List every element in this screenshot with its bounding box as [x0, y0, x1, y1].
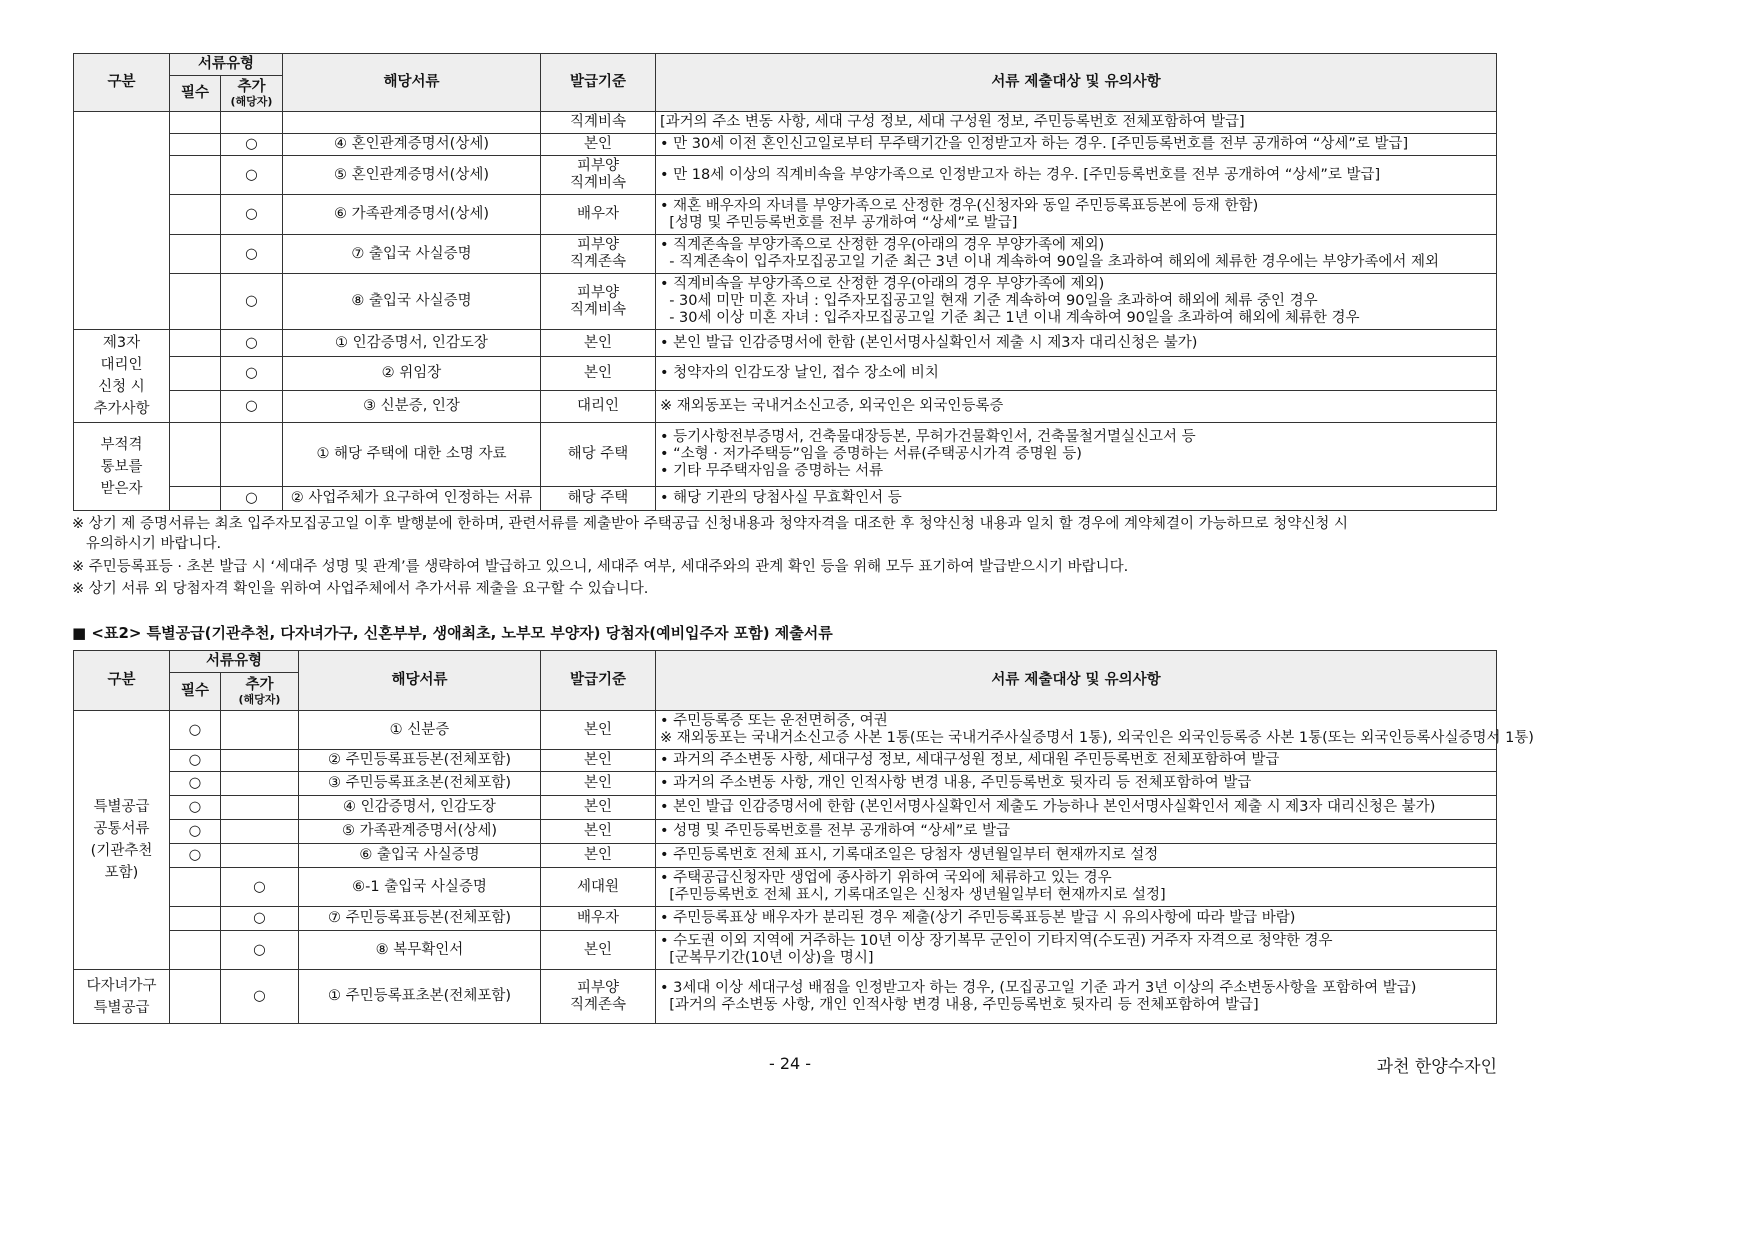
note-line: • 기타 무주택자임을 증명하는 서류	[660, 463, 884, 479]
notes-cell	[656, 931, 1497, 970]
additional-mark: ○	[221, 931, 299, 970]
issue-basis: 대리인	[541, 391, 656, 423]
header-basis: 발급기준	[541, 54, 656, 112]
document-name: ① 주민등록표초본(전체포함)	[299, 970, 541, 1024]
notes-cell	[656, 235, 1497, 274]
notes-cell	[656, 134, 1497, 156]
table-row	[74, 820, 1497, 844]
required-mark	[170, 423, 221, 487]
additional-mark	[221, 772, 299, 796]
table-row	[74, 907, 1497, 931]
notes-cell	[656, 195, 1497, 235]
note-line: • 과거의 주소변동 사항, 세대구성 정보, 세대구성원 정보, 세대원 주민등록번호 전체포함하여 발급	[660, 752, 1280, 768]
category-cell-ineligible: 부적격 통보를 받은자	[74, 423, 170, 511]
issue-basis: 본인	[541, 844, 656, 868]
additional-mark: ○	[221, 970, 299, 1024]
issue-basis: 배우자	[541, 907, 656, 931]
issue-basis: 피부양 직계존속	[541, 970, 656, 1024]
required-mark: ○	[170, 796, 221, 820]
table-row	[74, 274, 1497, 330]
issue-basis: 본인	[541, 134, 656, 156]
additional-mark: ○	[221, 156, 283, 195]
header-required: 필수	[170, 76, 221, 112]
note-line: - 직계존속이 입주자모집공고일 기준 최근 3년 이내 계속하여 90일을 초과하여 해외에 체류한 경우에는 부양가족에서 제외	[660, 254, 1439, 270]
issue-basis: 본인	[541, 772, 656, 796]
document-name: ⑥ 출입국 사실증명	[299, 844, 541, 868]
document-name: ③ 주민등록표초본(전체포함)	[299, 772, 541, 796]
header-document: 해당서류	[299, 651, 541, 711]
notes-cell	[656, 772, 1497, 796]
table-row	[74, 156, 1497, 195]
notes-cell	[656, 868, 1497, 907]
note-line: ※ 재외동포는 국내거소신고증 사본 1통(또는 국내거주사실증명서 1통), 외국인은 외국인등록증 사본 1통(또는 외국인등록사실증명서 1통)	[660, 730, 1534, 746]
note-line: • 수도권 이외 지역에 거주하는 10년 이상 장기복무 군인이 기타지역(수도권) 거주자 자격으로 청약한 경우	[660, 933, 1333, 949]
table-row	[74, 134, 1497, 156]
required-mark	[170, 907, 221, 931]
note-line: • 주민등록표상 배우자가 분리된 경우 제출(상기 주민등록표등본 발급 시 유의사항에 따라 발급 바람)	[660, 910, 1296, 926]
header-notes: 서류 제출대상 및 유의사항	[656, 651, 1497, 711]
additional-mark: ○	[221, 868, 299, 907]
additional-mark: ○	[221, 195, 283, 235]
required-mark	[170, 868, 221, 907]
additional-mark: ○	[221, 134, 283, 156]
table-2	[73, 650, 1534, 1024]
document-name: ③ 신분증, 인장	[283, 391, 541, 423]
table-row	[74, 112, 1497, 134]
issue-basis: 피부양 직계존속	[541, 235, 656, 274]
document-name: ① 신분증	[299, 711, 541, 750]
required-mark	[170, 112, 221, 134]
notes-cell	[656, 391, 1497, 423]
required-mark	[170, 235, 221, 274]
issue-basis: 피부양 직계비속	[541, 274, 656, 330]
footnote-2: ※ 주민등록표등 · 초본 발급 시 ‘세대주 성명 및 관계’를 생략하여 발급하고 있으니, 세대주 여부, 세대주와의 관계 확인 등을 위해 모두 표기하여 발급받으시기 바랍니다.	[72, 559, 1129, 575]
header-document: 해당서류	[283, 54, 541, 112]
required-mark	[170, 195, 221, 235]
notes-cell	[656, 844, 1497, 868]
issue-basis: 본인	[541, 820, 656, 844]
note-line: • “소형 · 저가주택등”임을 증명하는 서류(주택공시가격 증명원 등)	[660, 446, 1082, 462]
note-line: [과거의 주소 변동 사항, 세대 구성 정보, 세대 구성원 정보, 주민등록번호 전체포함하여 발급]	[660, 114, 1245, 130]
note-line: • 청약자의 인감도장 날인, 접수 장소에 비치	[660, 365, 939, 382]
additional-mark	[221, 112, 283, 134]
issue-basis: 해당 주택	[541, 487, 656, 511]
header-basis: 발급기준	[541, 651, 656, 711]
footnote-3: ※ 상기 서류 외 당첨자격 확인을 위하여 사업주체에서 추가서류 제출을 요구할 수 있습니다.	[72, 581, 649, 597]
category-cell-proxy: 제3자 대리인 신청 시 추가사항	[74, 330, 170, 423]
header-doc-type: 서류유형	[170, 651, 299, 673]
issue-basis: 피부양 직계비속	[541, 156, 656, 195]
page-number: - 24 -	[768, 1054, 812, 1073]
required-mark	[170, 970, 221, 1024]
table-row	[74, 357, 1497, 391]
table-row	[74, 391, 1497, 423]
table-row	[74, 487, 1497, 511]
document-name: ⑥-1 출입국 사실증명	[299, 868, 541, 907]
table-row	[74, 868, 1497, 907]
document-name: ② 사업주체가 요구하여 인정하는 서류	[283, 487, 541, 511]
note-line: • 직계비속을 부양가족으로 산정한 경우(아래의 경우 부양가족에 제외)	[660, 276, 1105, 292]
table-row	[74, 423, 1497, 487]
table-1-body	[74, 112, 1497, 511]
required-mark	[170, 330, 221, 357]
note-line: - 30세 미만 미혼 자녀 : 입주자모집공고일 현재 기준 계속하여 90일을 초과하여 해외에 체류 중인 경우	[660, 293, 1318, 309]
notes-cell	[656, 820, 1497, 844]
header-additional-label: 추가	[237, 79, 266, 95]
document-name: ⑧ 출입국 사실증명	[283, 274, 541, 330]
note-line: [군복무기간(10년 이상)을 명시]	[660, 950, 874, 966]
note-line: • 재혼 배우자의 자녀를 부양가족으로 산정한 경우(신청자와 동일 주민등록표등본에 등재 한함)	[660, 197, 1259, 214]
note-line: • 과거의 주소변동 사항, 개인 인적사항 변경 내용, 주민등록번호 뒷자리 등 전체포함하여 발급	[660, 775, 1252, 791]
footnote-1: ※ 상기 제 증명서류는 최초 입주자모집공고일 이후 발행분에 한하며, 관련서류를 제출받아 주택공급 신청내용과 청약자격을 대조한 후 청약신청 내용과 일치 할 경우에 계약체결이 가능하므로 청약신청 시	[72, 516, 1348, 532]
table-row	[74, 796, 1497, 820]
notes-cell	[656, 330, 1497, 357]
required-mark: ○	[170, 750, 221, 772]
table-row	[74, 844, 1497, 868]
note-line: • 만 18세 이상의 직계비속을 부양가족으로 인정받고자 하는 경우. [주민등록번호를 전부 공개하여 “상세”로 발급]	[660, 166, 1381, 183]
table-1	[73, 53, 1497, 511]
issue-basis: 본인	[541, 796, 656, 820]
header-additional	[221, 76, 283, 112]
document-name: ⑧ 복무확인서	[299, 931, 541, 970]
issue-basis: 배우자	[541, 195, 656, 235]
header-notes: 서류 제출대상 및 유의사항	[656, 54, 1497, 112]
additional-mark	[221, 844, 299, 868]
header-required: 필수	[170, 673, 221, 711]
required-mark	[170, 274, 221, 330]
notes-cell	[656, 711, 1534, 750]
document-name: ⑥ 가족관계증명서(상세)	[283, 195, 541, 235]
document-name: ② 주민등록표등본(전체포함)	[299, 750, 541, 772]
category-cell-multichild: 다자녀가구 특별공급	[74, 970, 170, 1024]
note-line: • 본인 발급 인감증명서에 한함 (본인서명사실확인서 제출 시 제3자 대리신청은 불가)	[660, 334, 1198, 351]
additional-mark: ○	[221, 487, 283, 511]
document-name: ① 인감증명서, 인감도장	[283, 330, 541, 357]
document-name: ④ 인감증명서, 인감도장	[299, 796, 541, 820]
notes-cell	[656, 357, 1497, 391]
note-line: • 등기사항전부증명서, 건축물대장등본, 무허가건물확인서, 건축물철거멸실신고서 등	[660, 429, 1196, 445]
required-mark: ○	[170, 711, 221, 750]
header-additional-sub: (해당자)	[238, 693, 281, 706]
header-category: 구분	[74, 54, 170, 112]
header-additional-sub: (해당자)	[230, 95, 273, 108]
issue-basis: 본인	[541, 357, 656, 391]
notes-cell	[656, 970, 1497, 1024]
note-line: • 주택공급신청자만 생업에 종사하기 위하여 국외에 체류하고 있는 경우	[660, 870, 1112, 886]
issue-basis: 본인	[541, 330, 656, 357]
note-line: • 성명 및 주민등록번호를 전부 공개하여 “상세”로 발급	[660, 823, 1010, 839]
note-line: • 주민등록증 또는 운전면허증, 여권	[660, 713, 888, 729]
note-line: [성명 및 주민등록번호를 전부 공개하여 “상세”로 발급]	[660, 214, 1018, 231]
required-mark: ○	[170, 820, 221, 844]
table-row	[74, 195, 1497, 235]
required-mark: ○	[170, 772, 221, 796]
category-cell-continued	[74, 112, 170, 330]
note-line: • 본인 발급 인감증명서에 한함 (본인서명사실확인서 제출도 가능하나 본인서명사실확인서 제출 시 제3자 대리신청은 불가)	[660, 799, 1436, 815]
required-mark	[170, 357, 221, 391]
notes-cell	[656, 156, 1497, 195]
additional-mark	[221, 750, 299, 772]
issue-basis: 본인	[541, 750, 656, 772]
notes-cell	[656, 907, 1497, 931]
issue-basis: 본인	[541, 931, 656, 970]
note-line: ※ 재외동포는 국내거소신고증, 외국인은 외국인등록증	[660, 398, 1004, 415]
document-name: ⑦ 주민등록표등본(전체포함)	[299, 907, 541, 931]
additional-mark: ○	[221, 907, 299, 931]
table-row	[74, 750, 1497, 772]
required-mark: ○	[170, 844, 221, 868]
document-name: ⑤ 가족관계증명서(상세)	[299, 820, 541, 844]
required-mark	[170, 487, 221, 511]
note-line: • 직계존속을 부양가족으로 산정한 경우(아래의 경우 부양가족에 제외)	[660, 237, 1105, 253]
required-mark	[170, 931, 221, 970]
note-line: • 3세대 이상 세대구성 배점을 인정받고자 하는 경우, (모집공고일 기준 과거 3년 이상의 주소변동사항을 포함하여 발급)	[660, 979, 1417, 996]
note-line: • 만 30세 이전 혼인신고일로부터 무주택기간을 인정받고자 하는 경우. [주민등록번호를 전부 공개하여 “상세”로 발급]	[660, 136, 1409, 152]
notes-cell	[656, 423, 1497, 487]
document-name: ① 해당 주택에 대한 소명 자료	[283, 423, 541, 487]
additional-mark	[221, 796, 299, 820]
additional-mark: ○	[221, 357, 283, 391]
header-doc-type: 서류유형	[170, 54, 283, 76]
additional-mark: ○	[221, 235, 283, 274]
issue-basis: 세대원	[541, 868, 656, 907]
issue-basis: 직계비속	[541, 112, 656, 134]
additional-mark: ○	[221, 274, 283, 330]
issue-basis: 해당 주택	[541, 423, 656, 487]
additional-mark: ○	[221, 391, 283, 423]
table-row	[74, 235, 1497, 274]
document-name	[283, 112, 541, 134]
required-mark	[170, 156, 221, 195]
notes-cell	[656, 487, 1497, 511]
document-name: ④ 혼인관계증명서(상세)	[283, 134, 541, 156]
table-row	[74, 330, 1497, 357]
notes-cell	[656, 112, 1497, 134]
table-row	[74, 970, 1497, 1024]
document-name: ⑦ 출입국 사실증명	[283, 235, 541, 274]
notes-cell	[656, 796, 1497, 820]
note-line: - 30세 이상 미혼 자녀 : 입주자모집공고일 기준 최근 1년 이내 계속하여 90일을 초과하여 해외에 체류한 경우	[660, 310, 1360, 326]
note-line: • 주민등록번호 전체 표시, 기록대조일은 당첨자 생년월일부터 현재까지로 설정	[660, 847, 1159, 863]
note-line: [주민등록번호 전체 표시, 기록대조일은 신청자 생년월일부터 현재까지로 설정]	[660, 887, 1166, 903]
additional-mark	[221, 820, 299, 844]
additional-mark	[221, 423, 283, 487]
notes-cell	[656, 750, 1497, 772]
document-name: ② 위임장	[283, 357, 541, 391]
table-row	[74, 772, 1497, 796]
additional-mark: ○	[221, 330, 283, 357]
required-mark	[170, 134, 221, 156]
additional-mark	[221, 711, 299, 750]
project-name: 과천 한양수자인	[1376, 1057, 1497, 1077]
note-line: • 해당 기관의 당첨사실 무효확인서 등	[660, 490, 902, 506]
category-cell-common: 특별공급 공통서류 (기관추천 포함)	[74, 711, 170, 970]
table-row	[74, 931, 1497, 970]
header-additional	[221, 673, 299, 711]
footnote-1-cont: 유의하시기 바랍니다.	[72, 536, 222, 552]
issue-basis: 본인	[541, 711, 656, 750]
table-row	[74, 711, 1497, 750]
header-additional-label: 추가	[245, 677, 274, 693]
section-2-title: ■ <표2> 특별공급(기관추천, 다자녀가구, 신혼부부, 생애최초, 노부모 부양자) 당첨자(예비입주자 포함) 제출서류	[72, 624, 833, 642]
document-name: ⑤ 혼인관계증명서(상세)	[283, 156, 541, 195]
note-line: [과거의 주소변동 사항, 개인 인적사항 변경 내용, 주민등록번호 뒷자리 등 전체포함하여 발급]	[660, 996, 1259, 1013]
notes-cell	[656, 274, 1497, 330]
table-2-body	[74, 711, 1534, 1024]
header-category: 구분	[74, 651, 170, 711]
required-mark	[170, 391, 221, 423]
